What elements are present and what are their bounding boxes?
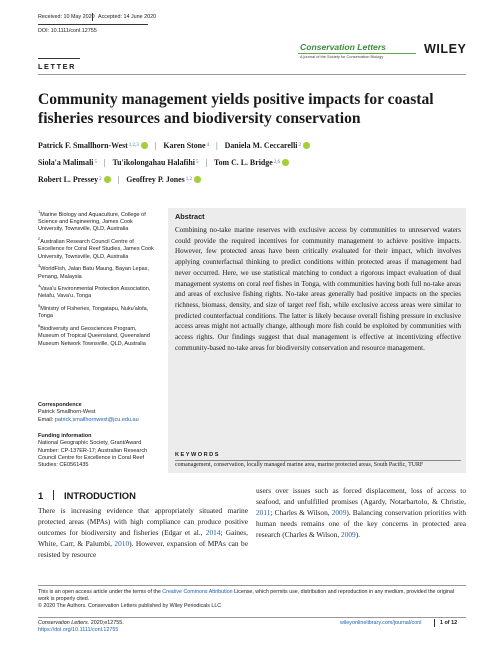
license-note: This is an open access article under the terms of the Creative Commons Attribution License, which permits use, distribution and reproduction in any medium, provided the original work is properly cited. © 2020 The Authors. Conservation Letters published by Wiley Periodicals LLC xyxy=(38,589,466,610)
footer-rule-bottom xyxy=(38,617,466,618)
author-separator: | xyxy=(103,158,106,167)
author[interactable]: Tu'ikolongahau Halafihi 5 xyxy=(112,158,199,167)
header-rule xyxy=(38,24,148,25)
affiliation: $^6$Biodiversity and Geosciences Program, Museum of Tropical Queensland, Queensland Museum Network Townsville, QLD, Australia xyxy=(38,323,150,347)
intro-column-2 xyxy=(256,486,466,541)
article-title: Community management yields positive impacts for coastal fisheries resources and biodiversity conservation xyxy=(38,91,434,127)
orcid-icon[interactable] xyxy=(303,142,310,149)
keywords-rule xyxy=(175,460,461,461)
publisher-logo: WILEY xyxy=(424,42,467,56)
orcid-icon[interactable] xyxy=(194,176,201,183)
reference-link[interactable]: 2009 xyxy=(331,507,347,517)
author-separator: | xyxy=(216,141,218,150)
reference-link[interactable]: 2009 xyxy=(341,529,356,539)
article-type: LETTER xyxy=(38,62,76,71)
section-number: 1 xyxy=(38,490,44,501)
keywords-heading: KEYWORDS xyxy=(175,452,220,458)
funding-information xyxy=(38,433,158,469)
body-text: ). Balancing conservation priorities with human needs remains one of the key concerns in protected area research (Charles & Wilson, xyxy=(256,507,466,539)
citation-doi-link[interactable]: https://doi.org/10.1111/conl.12755 xyxy=(38,627,119,634)
body-text: ; Gaines, White, Carr, & Palumbi, xyxy=(38,527,249,548)
author-row-3 xyxy=(38,175,201,184)
section-title: INTRODUCTION xyxy=(64,490,136,501)
header-divider xyxy=(92,13,93,21)
affiliation: $^3$WorldFish, Jalan Batu Maung, Bayan Lepas, Penang, Malaysia xyxy=(38,263,149,280)
journal-logo: Conservation Letters xyxy=(300,42,386,52)
body-text: ). However, expansion of MPAs can be resisted by resource xyxy=(38,538,248,559)
body-text: There is increasing evidence that appropriately situated marine protected areas (MPAs) with high compliance can produce positive outcomes for biodiversity and fisheries (Edgar et al., xyxy=(38,506,248,537)
affiliations xyxy=(38,208,158,349)
author[interactable]: Siola'a Malimali 5 xyxy=(38,158,97,167)
email-link[interactable]: patrick.smallhornwest@jcu.edu.au xyxy=(54,416,139,423)
correspondence-heading: Correspondence xyxy=(38,402,82,408)
body-text: users over issues such as forced displacement, loss of access to seafood, and unfulfilled promises (Agardy, Notarbartolo, & Christie, xyxy=(256,486,466,506)
body-text: ). xyxy=(355,529,361,539)
abstract-text: Combining no-take marine reserves with exclusive access by communities to unreserved waters could provide the required incentives for community management to achieve positive impacts. However, few protected areas have been critically evaluated for their impact, which involves applying counterfactual thinking to predict conditions within protected areas if management had never occurred. Here, we use statistical matching to conduct a rigorous impact evaluation of dual management systems on coral reef fishes in Tonga, with communities having both full no-take areas and areas of exclusive fishing rights. No-take areas generally had positive impacts on the species richness, biomass, density, and size of target reef fish, while exclusive access areas were similar to predicted counterfactual conditions. The latter is likely because overall fishing pressure in exclusive access areas might not actually change, although more fish could be exploited by communities with access rights. Our findings suggest that dual management is effective at incentivizing effective community-based no-take areas for biodiversity conservation and resource management. xyxy=(175,226,461,352)
author[interactable]: Patrick F. Smallhorn-West 1,2,3 xyxy=(38,141,148,150)
article-type-rule-top xyxy=(38,58,80,59)
author-row-2 xyxy=(38,158,289,167)
accepted-date: Accepted: 14 June 2020 xyxy=(98,14,157,20)
author[interactable]: Geoffrey P. Jones 1,2 xyxy=(126,175,201,184)
license-link[interactable]: Creative Commons Attribution xyxy=(162,589,233,595)
orcid-icon[interactable] xyxy=(104,176,111,183)
funding-text: National Geographic Society, Grant/Award Number: CP-137ER-17; Australian Research Council Centre for Excellence in Coral Reef Studies: CE0561435 xyxy=(38,440,148,469)
intro-column-1 xyxy=(38,506,248,561)
section-divider xyxy=(53,490,54,500)
affiliation: $^4$Vava'u Environmental Protection Association, Neiafu, Vava'u, Tonga xyxy=(38,283,151,300)
citation: Conservation Letters. 2020;e12755. https://doi.org/10.1111/conl.12755 xyxy=(38,620,124,634)
author[interactable]: Robert L. Pressey 2 xyxy=(38,175,111,184)
orcid-icon[interactable] xyxy=(282,159,289,166)
correspondence xyxy=(38,402,158,424)
journal-url-link[interactable]: wileyonlinelibrary.com/journal/conl xyxy=(340,620,422,626)
orcid-icon[interactable] xyxy=(141,142,148,149)
footer-rule-top xyxy=(38,585,466,586)
email-label: Email: xyxy=(38,416,54,423)
author[interactable]: Tom C. L. Bridge 2,6 xyxy=(214,158,289,167)
affiliation: $^1$Marine Biology and Aquaculture, College of Science and Engineering, James Cook University, Townsville, QLD, Australia xyxy=(38,209,146,233)
funding-heading: Funding information xyxy=(38,433,92,439)
journal-subtitle: A journal of the Society for Conservation Biology xyxy=(300,54,384,59)
footer-divider xyxy=(434,619,435,627)
affiliation: $^2$Australian Research Council Centre of Excellence for Coral Reef Studies, James Cook University, Townsville, QLD, Australia xyxy=(38,236,154,260)
keywords-text: comanagement, conservation, locally managed marine area, marine protected areas, South Pacific, TURF xyxy=(175,462,424,468)
author-separator: | xyxy=(205,158,208,167)
page-number: 1 of 12 xyxy=(440,620,458,626)
reference-link[interactable]: 2010 xyxy=(114,538,130,548)
copyright: © 2020 The Authors. Conservation Letters published by Wiley Periodicals LLC xyxy=(38,603,222,609)
author-row-1 xyxy=(38,141,310,150)
body-text: ; Charles & Wilson, xyxy=(270,507,332,517)
reference-link[interactable]: 2011 xyxy=(256,507,271,517)
affiliation: $^5$Ministry of Fisheries, Tongatapu, Nuku'alofa, Tonga xyxy=(38,303,149,320)
author-separator: | xyxy=(117,175,120,184)
author[interactable]: Karen Stone 4 xyxy=(163,141,210,150)
author[interactable]: Daniela M. Ceccarelli 2 xyxy=(225,141,310,150)
doi[interactable]: DOI: 10.1111/conl.12755 xyxy=(38,28,97,34)
author-separator: | xyxy=(154,141,157,150)
abstract-heading: Abstract xyxy=(175,212,205,221)
correspondence-name: Patrick Smallhorn-West xyxy=(38,409,96,416)
received-date: Received: 10 May 2020 xyxy=(38,14,95,20)
reference-link[interactable]: 2014 xyxy=(205,527,221,537)
article-type-rule xyxy=(38,74,466,75)
